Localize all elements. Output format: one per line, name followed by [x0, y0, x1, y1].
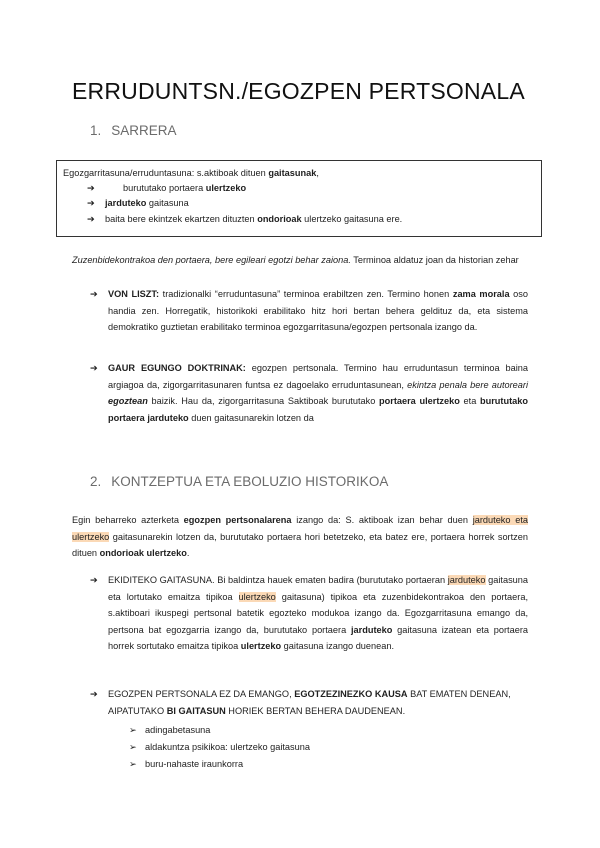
arrow-icon: ➔	[87, 183, 95, 194]
sub-list-item: ➢ adingabetasuna	[129, 722, 210, 739]
arrowhead-icon: ➢	[129, 759, 137, 769]
highlight: jarduteko eta ulertzeko	[72, 515, 528, 542]
sub-list-item: ➢ aldakuntza psikikoa: ulertzeko gaitasuna	[129, 739, 310, 756]
arrowhead-icon: ➢	[129, 742, 137, 752]
concept-paragraph: Egin beharreko azterketa egozpen pertsonalarena izango da: S. aktiboak izan behar duen jarduteko eta ulertzeko gaitasunarekin lotzen da, burututako portaera hori betetzeko, eta batez ere, portaera horrek sortzen dituen ondorioak ulertzeko.	[72, 515, 528, 558]
section-heading-kontzeptua	[90, 474, 388, 489]
highlight: jarduteko	[447, 575, 486, 585]
arrow-icon: ➔	[87, 213, 95, 224]
arrow-icon: ➔	[90, 689, 98, 699]
box-bullet: ➔ burututako portaera ulertzeko	[63, 181, 535, 196]
section-number: 1.	[90, 123, 102, 138]
arrow-icon: ➔	[87, 198, 95, 209]
box-intro: Egozgarritasuna/erruduntasuna: s.aktiboak dituen gaitasunak,	[63, 168, 319, 178]
section-number: 2.	[90, 474, 102, 489]
section-label: SARRERA	[111, 123, 177, 138]
page-title: ERRUDUNTSN./EGOZPEN PERTSONALA	[72, 78, 525, 104]
list-item-von-liszt: ➔ VON LISZT: tradizionalki “erruduntasuna” terminoa erabiltzen zen. Termino honen zama morala oso handia zen. Horregatik, historikoki erabilitako hitz hori bertan behera geldituz da, eta sistema demokratiko guztietan erabilitako terminoa egozgarritasuna/egozpen pertsonala izango da.	[90, 286, 528, 336]
arrowhead-icon: ➢	[129, 725, 137, 735]
box-bullet: ➔ baita bere ekintzek ekartzen dituzten ondorioak ulertzeko gaitasuna ere.	[63, 212, 535, 227]
arrow-icon: ➔	[90, 363, 98, 373]
section-heading-sarrera	[90, 123, 177, 138]
sub-list-item: ➢ buru-nahaste iraunkorra	[129, 756, 243, 773]
definition-box	[56, 160, 542, 237]
box-bullet: ➔ jarduteko gaitasuna	[63, 196, 535, 211]
highlight: ulertzeko	[238, 591, 276, 602]
list-item-gaur-egungo: ➔ GAUR EGUNGO DOKTRINAK: egozpen pertsonala. Termino hau erruduntasun terminoa baina argiagoa da, zigorgarritasunaren funtsa ez dagoelako erruduntasunean, ekintza penala bere autoreari egoztean baizik. Hau da, zigorgarritasuna Saktiboak burututako portaera ulertzeko eta burututako portaera jarduteko duen gaitasunarekin lotzen da	[90, 360, 528, 426]
list-item-egozpen: ➔ EGOZPEN PERTSONALA EZ DA EMANGO, EGOTZEZINEZKO KAUSA BAT EMATEN DENEAN, AIPATUTAKO BI GAITASUN HORIEK BERTAN BEHERA DAUDENEAN.	[90, 686, 528, 719]
section-label: KONTZEPTUA ETA EBOLUZIO HISTORIKOA	[111, 474, 389, 489]
arrow-icon: ➔	[90, 289, 98, 299]
arrow-icon: ➔	[90, 575, 98, 585]
list-item-ekiditeko: ➔ EKIDITEKO GAITASUNA. Bi baldintza hauek ematen badira (burututako portaeran jarduteko gaitasuna eta lortutako emaitza tipikoa ulertzeko gaitasuna) tipikoa eta zuzenbidekontrakoa den portaera, s.aktiboari ikuspegi pertsonal batetik egozteko modukoa izango da. Egozgarritasuna emango da, pertsona bat egozgarria izango da, burututako portaera jarduteko gaitasuna izatean eta portaera horrek sortutako emaitza tipikoa ulertzeko gaitasuna izango duenean.	[90, 572, 528, 655]
intro-paragraph: Zuzenbidekontrakoa den portaera, bere egileari egotzi behar zaiona. Terminoa aldatuz joan da historian zehar	[72, 255, 519, 265]
